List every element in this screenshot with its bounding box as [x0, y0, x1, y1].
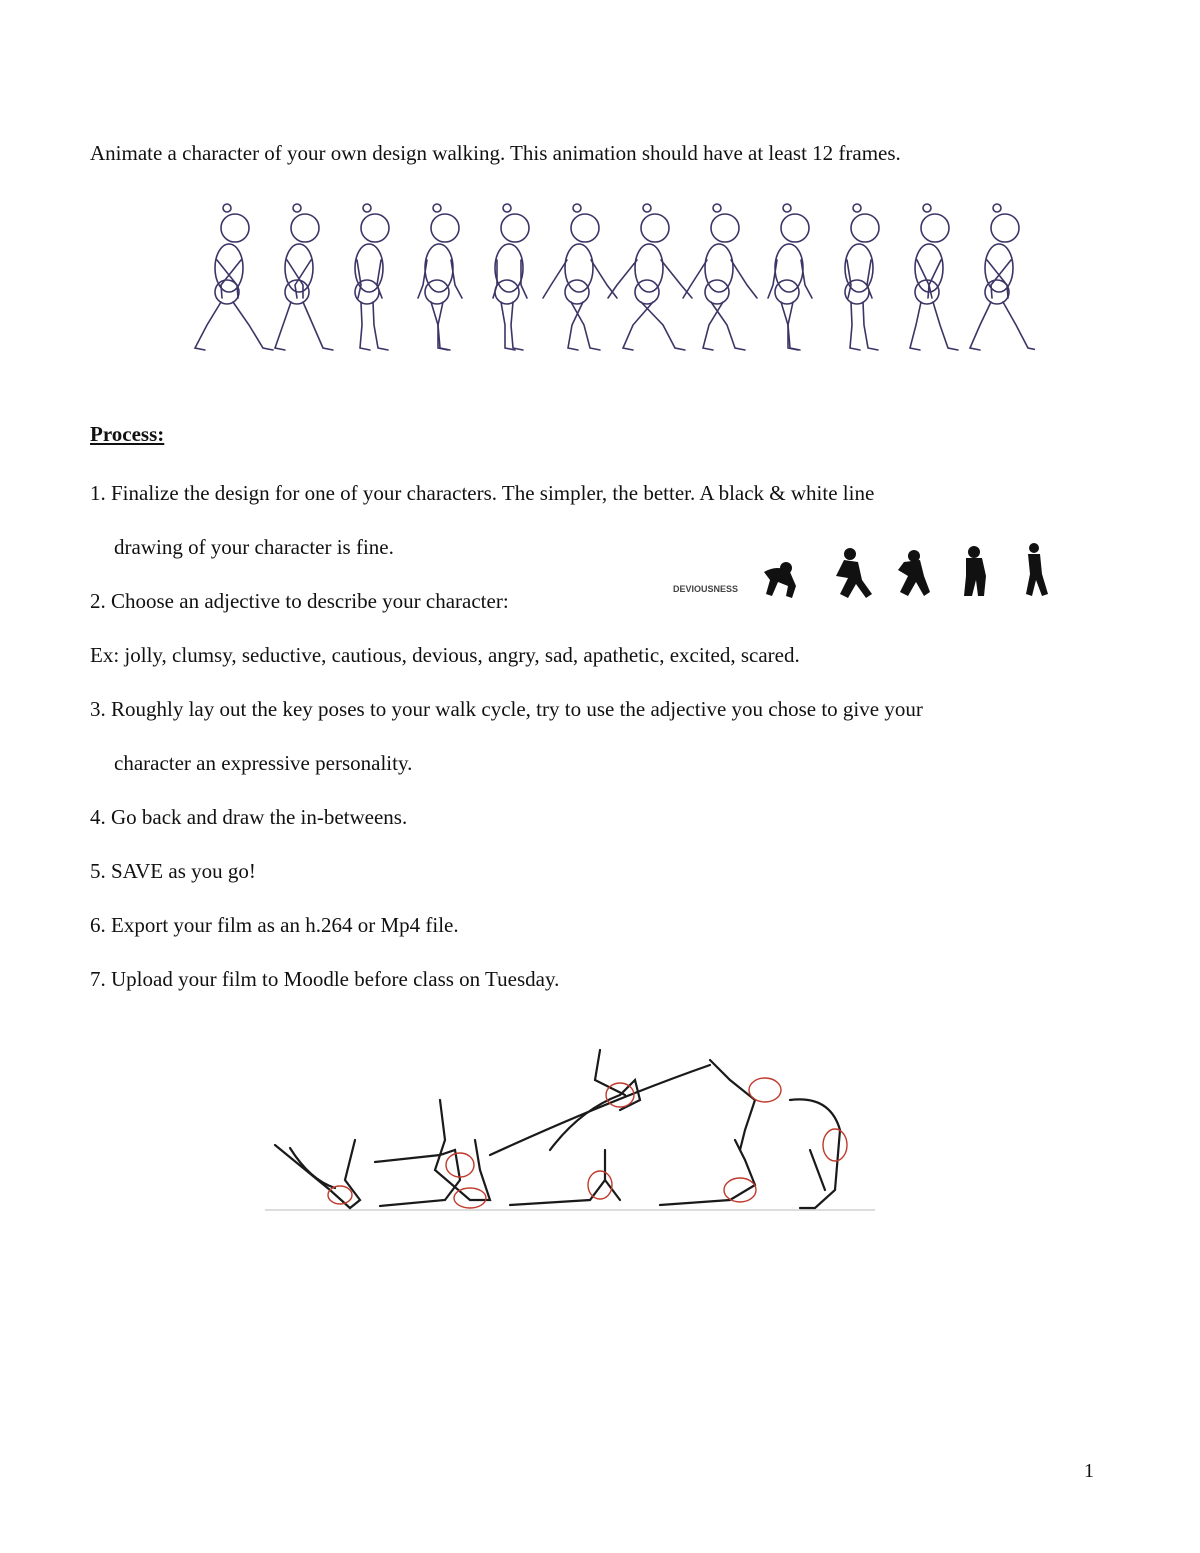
deviousness-caption: DEVIOUSNESS	[673, 584, 739, 594]
step-3-line-1: 3. Roughly lay out the key poses to your walk cycle, try to use the adjective you chose to give your	[90, 697, 923, 721]
process-heading: Process:	[90, 422, 165, 446]
walk-frame	[493, 204, 529, 350]
step-1-line-2: drawing of your character is fine.	[114, 535, 394, 559]
page-number: 1	[1084, 1460, 1094, 1482]
walk-frame	[418, 204, 462, 350]
step-2: 2. Choose an adjective to describe your character:	[90, 589, 509, 613]
walk-cycle-figure	[185, 190, 1035, 365]
step-1-line-1: 1. Finalize the design for one of your characters. The simpler, the better. A black & white line	[90, 481, 875, 505]
walk-frame	[608, 204, 692, 350]
intro-text: Animate a character of your own design walking. This animation should have at least 12 frames.	[90, 141, 901, 165]
walk-frame	[845, 204, 879, 350]
walk-frame	[195, 204, 273, 350]
walk-frame	[970, 204, 1035, 350]
walk-frame	[768, 204, 812, 350]
walk-frame	[683, 204, 757, 350]
walk-frame	[355, 204, 389, 350]
step-3-line-2: character an expressive personality.	[114, 751, 413, 775]
walk-frame	[910, 204, 958, 350]
deviousness-figure	[668, 536, 1068, 606]
walk-frame	[275, 204, 333, 350]
step-4: 4. Go back and draw the in-betweens.	[90, 805, 408, 829]
foot-roll-figure	[260, 1040, 880, 1220]
walk-frame	[543, 204, 617, 350]
step-5: 5. SAVE as you go!	[90, 859, 256, 883]
step-7: 7. Upload your film to Moodle before class on Tuesday.	[90, 967, 560, 991]
step-6: 6. Export your film as an h.264 or Mp4 file.	[90, 913, 459, 937]
example-adjectives: Ex: jolly, clumsy, seductive, cautious, devious, angry, sad, apathetic, excited, scared.	[90, 643, 800, 667]
